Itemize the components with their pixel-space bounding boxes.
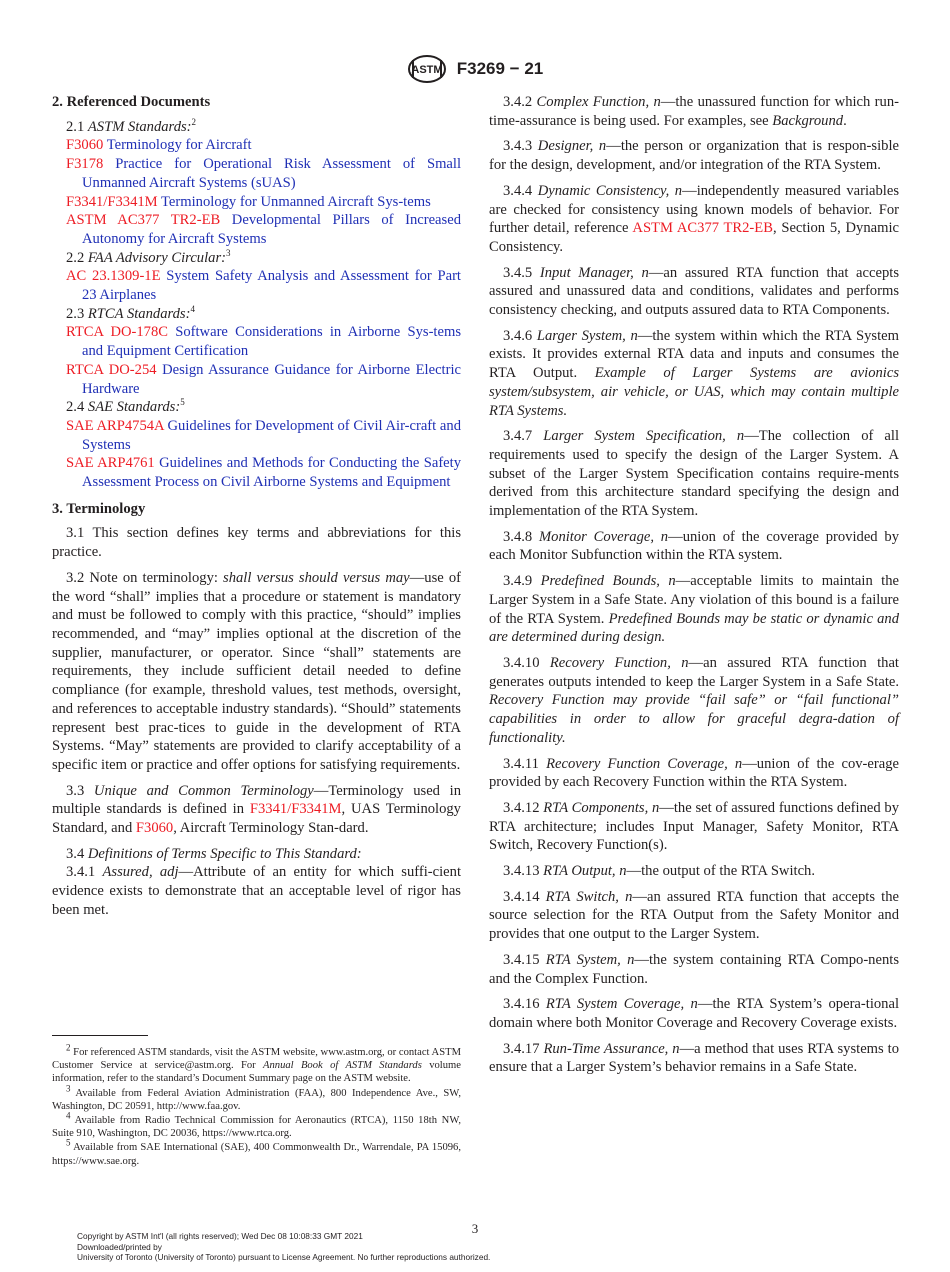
section-3-heading: 3. Terminology	[52, 500, 146, 517]
def-3-4-6: 3.4.6 Larger System, n—the system within which the RTA System exists. It provides external RTA data and inputs and consumes the RTA Output. Example of Larger Systems are avionics system/subsystem, air vehicle, or UAS, which may contain multiple RTA Systems.	[489, 327, 900, 419]
footnote-rule	[52, 1035, 148, 1036]
def-3-4-15: 3.4.15 RTA System, n—the system containing RTA Compo-nents and the Complex Function.	[489, 951, 899, 987]
footnote: $^2$ For referenced ASTM standards, visit the ASTM website, www.astm.org, or contact ASTM Customer Service at service@astm.org. For Annual Book of ASTM Standards volume information, refer to the standard’s Document Summary page on the ASTM website.	[52, 1042, 461, 1085]
ref-item[interactable]: RTCA DO-178C Software Considerations in Airborne Sys-tems and Equipment Certification	[66, 324, 462, 360]
def-3-4-7: 3.4.7 Larger System Specification, n—The collection of all requirements used to specify the design of the Larger System. A subset of the Larger System Specification contains require-ments derived from this architecture standard specifying the design and implementation of the RTA System.	[489, 428, 900, 520]
page-header	[0, 54, 950, 84]
def-3-4-5: 3.4.5 Input Manager, n—an assured RTA function that accepts assured and unassured data and conditions, validates and performs consistency checking, and outputs assured data to RTA Components.	[489, 264, 899, 319]
para-3-3: 3.3 Unique and Common Terminology—Terminology used in multiple standards is defined in F3341/F3341M, UAS Terminology Standard, and F3060, Aircraft Terminology Stan-dard.	[52, 782, 461, 837]
def-3-4-3: 3.4.3 Designer, n—the person or organization that is respon-sible for the design, development, and/or integration of the RTA System.	[489, 138, 899, 174]
ref-item[interactable]: F3178 Practice for Operational Risk Assessment of Small Unmanned Aircraft Systems (sUAS)	[66, 156, 462, 191]
link-f3060[interactable]: F3060	[135, 820, 174, 837]
def-3-4-10: 3.4.10 Recovery Function, n—an assured RTA function that generates outputs intended to keep the Larger System in a Safe State. Recovery Function may provide “fail safe” or “fail functional” capabilities in order to allow for graceful degra-dation of functionality.	[489, 654, 899, 746]
rtca-heading: 2.3 RTCA Standards:$^4$	[66, 303, 195, 322]
ref-item[interactable]: F3341/F3341M Terminology for Unmanned Aircraft Sys-tems	[66, 193, 431, 210]
def-3-4-17: 3.4.17 Run-Time Assurance, n—a method that uses RTA systems to ensure that a Larger System’s behavior remains in a Safe State.	[489, 1040, 899, 1076]
copyright-line: Downloaded/printed by	[77, 1241, 162, 1252]
def-3-4-4: 3.4.4 Dynamic Consistency, n—independently measured variables are checked for consistency using known models of behavior. For further detail, reference ASTM AC377 TR2-EB, Section 5, Dynamic Consistency.	[489, 182, 900, 255]
left-column	[52, 93, 461, 927]
footnote: $^4$ Available from Radio Technical Commission for Aeronautics (RTCA), 1150 18th NW, Suite 910, Washington, DC 20036, https://www.rtca.org.	[52, 1110, 461, 1140]
ref-item[interactable]: SAE ARP4761 Guidelines and Methods for Conducting the Safety Assessment Process on Civil Airborne Systems and Equipment	[66, 455, 462, 491]
copyright-notice	[77, 1231, 490, 1263]
ref-item[interactable]: F3060 Terminology for Aircraft	[66, 137, 252, 154]
para-3-2: 3.2 Note on terminology: shall versus should versus may—use of the word “shall” implies that a procedure or statement is mandatory and must be followed to comply with this practice, “should” implies recommended, and “may” implies optional at the discretion of the supplier, manufacturer, or operator. Since “shall” statements are requirements, they include sufficient detail needed to define compliance (for example, threshold values, test methods, oversight, and references to acceptable industry standards). “Should” statements represent best prac-tices to guide in the development of RTA Systems. “May” statements are provided to clarify acceptability of a specific item or practice and offer options for satisfying requirements.	[52, 569, 461, 773]
astm-logo-icon	[407, 54, 447, 84]
def-3-4-14: 3.4.14 RTA Switch, n—an assured RTA function that accepts the source selection for the RTA Output from the Safety Monitor and provides that one output to the Larger System.	[489, 888, 899, 943]
def-3-4-9: 3.4.9 Predefined Bounds, n—acceptable limits to maintain the Larger System in a Safe State. Any violation of this bound is a failure of the RTA System. Predefined Bounds may be static or dynamic and are determined during design.	[489, 573, 900, 646]
para-3-1: 3.1 This section defines key terms and abbreviations for this practice.	[52, 525, 461, 561]
page-number: 3	[471, 1221, 479, 1236]
def-3-4-13: 3.4.13 RTA Output, n—the output of the RTA Switch.	[503, 863, 816, 880]
link-f3341[interactable]: F3341/F3341M	[249, 801, 342, 818]
astm-standards-heading: 2.1 ASTM Standards:$^2$	[66, 116, 197, 135]
footnote: $^3$ Available from Federal Aviation Administration (FAA), 800 Independence Ave., SW, Washington, DC 20591, http://www.faa.gov.	[52, 1083, 461, 1112]
ref-item[interactable]: RTCA DO-254 Design Assurance Guidance for Airborne Electric Hardware	[66, 361, 462, 397]
faa-heading: 2.2 FAA Advisory Circular:$^3$	[66, 247, 231, 266]
def-3-4-1: 3.4.1 Assured, adj—Attribute of an entity for which suffi-cient evidence exists to demonstrate that an acceptable level of rigor has been met.	[52, 864, 461, 918]
sae-heading: 2.4 SAE Standards:$^5$	[66, 397, 185, 416]
link-ac377[interactable]: ASTM AC377 TR2-EB	[632, 220, 773, 237]
ref-item[interactable]: AC 23.1309-1E System Safety Analysis and Assessment for Part 23 Airplanes	[66, 268, 461, 304]
footnotes	[52, 1042, 461, 1169]
copyright-line: University of Toronto (University of Toronto) pursuant to License Agreement. No further reproductions authorized.	[77, 1252, 491, 1262]
def-3-4-8: 3.4.8 Monitor Coverage, n—union of the coverage provided by each Monitor Subfunction within the RTA system.	[489, 528, 899, 564]
right-column	[489, 93, 899, 1084]
ref-item[interactable]: SAE ARP4754A Guidelines for Development of Civil Air-craft and Systems	[66, 417, 462, 453]
standard-designation: F3269 − 21	[456, 59, 544, 78]
footnote: $^5$ Available from SAE International (SAE), 400 Commonwealth Dr., Warrendale, PA 15096, https://www.sae.org.	[52, 1137, 461, 1167]
def-3-4-2: 3.4.2 Complex Function, n—the unassured function for which run-time-assurance is being used. For examples, see Background.	[489, 94, 899, 129]
section-2-heading: 2. Referenced Documents	[52, 94, 211, 110]
para-3-4: 3.4 Definitions of Terms Specific to This Standard:	[66, 845, 362, 862]
def-3-4-11: 3.4.11 Recovery Function Coverage, n—union of the cov-erage provided by each Recovery Function within the RTA System.	[489, 755, 899, 791]
ref-item[interactable]: ASTM AC377 TR2-EB Developmental Pillars of Increased Autonomy for Aircraft Systems	[66, 212, 461, 247]
copyright-line: Copyright by ASTM Int'l (all rights reserved); Wed Dec 08 10:08:33 GMT 2021	[77, 1231, 363, 1241]
svg-text:ASTM: ASTM	[411, 64, 443, 76]
def-3-4-16: 3.4.16 RTA System Coverage, n—the RTA System’s opera-tional domain where both Monitor Coverage and Recovery Coverage exists.	[489, 996, 899, 1031]
def-3-4-12: 3.4.12 RTA Components, n—the set of assured functions defined by RTA architecture; includes Input Manager, Safety Monitor, RTA Switch, Recovery Function(s).	[489, 799, 899, 854]
